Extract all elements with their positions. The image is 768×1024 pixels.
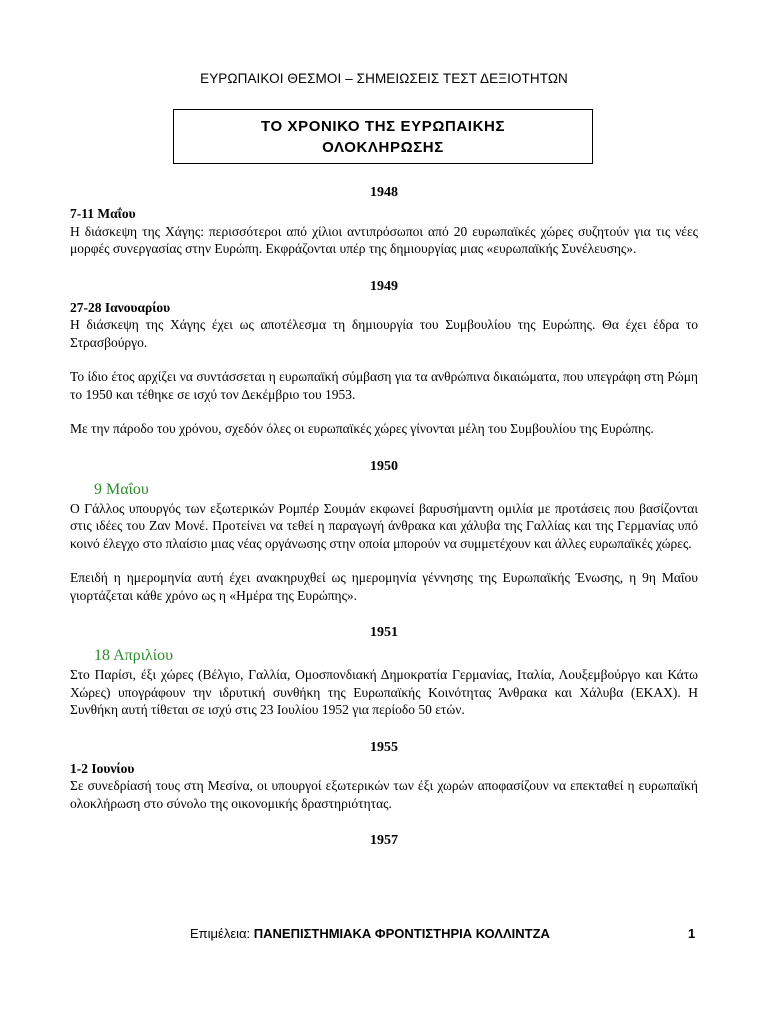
document-header-title: ΕΥΡΩΠΑΙΚΟΙ ΘΕΣΜΟΙ – ΣΗΜΕΙΩΣΕΙΣ ΤΕΣΤ ΔΕΞΙΟΤΗΤΩΝ: [200, 71, 568, 86]
date-1955: 1-2 Ιουνίου: [70, 760, 135, 776]
title-box: [173, 109, 593, 164]
title-line-1: ΤΟ ΧΡΟΝΙΚΟ ΤΗΣ ΕΥΡΩΠΑΙΚΗΣ: [260, 117, 506, 135]
year-heading-1950: 1950: [370, 458, 398, 474]
year-heading-1948: 1948: [370, 185, 398, 200]
paragraph-1951-1: Στο Παρίσι, έξι χώρες (Βέλγιο, Γαλλία, Ομοσπονδιακή Δημοκρατία Γερμανίας, Ιταλία, Λουξεμβούργο και Κάτω Χώρες) υπογράφουν την ιδρυτική συνθήκη της Ευρωπαϊκής Κοινότητας Άνθρακα και Χάλυβα (ΕΚΑΧ). Η Συνθήκη αυτή τίθεται σε ισχύ στις 23 Ιουλίου 1952 για περίοδο 50 ετών.: [70, 667, 698, 717]
paragraph-1948-1: Η διάσκεψη της Χάγης: περισσότεροι από χίλιοι αντιπρόσωποι από 20 ευρωπαϊκές χώρες συζητούν για τις νέες μορφές συνεργασίας στην Ευρώπη. Εκφράζονται υπέρ της δημιουργίας μιας «ευρωπαϊκής Συνέλευσης».: [70, 223, 698, 256]
date-1949: 27-28 Ιανουαρίου: [70, 299, 171, 315]
year-heading-1955: 1955: [370, 739, 398, 755]
footer-credit: [190, 926, 550, 941]
paragraph-1955-1: Σε συνεδρίασή τους στη Μεσίνα, οι υπουργοί εξωτερικών των έξι χωρών αποφασίζουν να επεκταθεί η ευρωπαϊκή ολοκλήρωση στο σύνολο της οικονομικής δραστηριότητας.: [70, 778, 698, 811]
paragraph-1949-2: Το ίδιο έτος αρχίζει να συντάσσεται η ευρωπαϊκή σύμβαση για τα ανθρώπινα δικαιώματα, που υπεγράφη στη Ρώμη το 1950 και τέθηκε σε ισχύ τον Δεκέμβριο του 1953.: [70, 369, 698, 402]
paragraph-1949-3: Με την πάροδο του χρόνου, σχεδόν όλες οι ευρωπαϊκές χώρες γίνονται μέλη του Συμβουλίου της Ευρώπης.: [70, 421, 654, 436]
date-1948: 7-11 Μαΐου: [70, 206, 136, 221]
date-1951: 18 Απριλίου: [94, 647, 174, 664]
page-number: 1: [688, 926, 696, 941]
footer-organization: ΠΑΝΕΠΙΣΤΗΜΙΑΚΑ ΦΡΟΝΤΙΣΤΗΡΙΑ ΚΟΛΛΙΝΤΖΑ: [253, 926, 550, 941]
paragraph-1950-1: Ο Γάλλος υπουργός των εξωτερικών Ρομπέρ Σουμάν εκφωνεί βαρυσήμαντη ομιλία με προτάσεις που βασίζονται στις ιδέες του Ζαν Μονέ. Προτείνει να τεθεί η παραγωγή άνθρακα και χάλυβα της Γαλλίας και της Γερμανίας υπό κοινό έλεγχο στο πλαίσιο μιας νέας οργάνωσης στην οποία μπορούν να συμμετέχουν και άλλες ευρωπαϊκές χώρες.: [70, 500, 698, 551]
paragraph-1950-2: Επειδή η ημερομηνία αυτή έχει ανακηρυχθεί ως ημερομηνία γέννησης της Ευρωπαϊκής Ένωσης, η 9η Μαΐου γιορτάζεται κάθε χρόνο ως η «Ημέρα της Ευρώπης».: [70, 570, 698, 603]
paragraph-1949-1: Η διάσκεψη της Χάγης έχει ως αποτέλεσμα τη δημιουργία του Συμβουλίου της Ευρώπης. Θα έχει έδρα το Στρασβούργο.: [70, 317, 698, 350]
year-heading-1951: 1951: [370, 625, 398, 640]
footer-prefix: Επιμέλεια:: [190, 926, 254, 941]
date-1950: 9 Μαΐου: [94, 480, 149, 498]
title-line-2: ΟΛΟΚΛΗΡΩΣΗΣ: [322, 138, 444, 156]
year-heading-1949: 1949: [370, 278, 398, 294]
year-heading-1957: 1957: [370, 833, 398, 848]
document-body: [70, 181, 698, 853]
